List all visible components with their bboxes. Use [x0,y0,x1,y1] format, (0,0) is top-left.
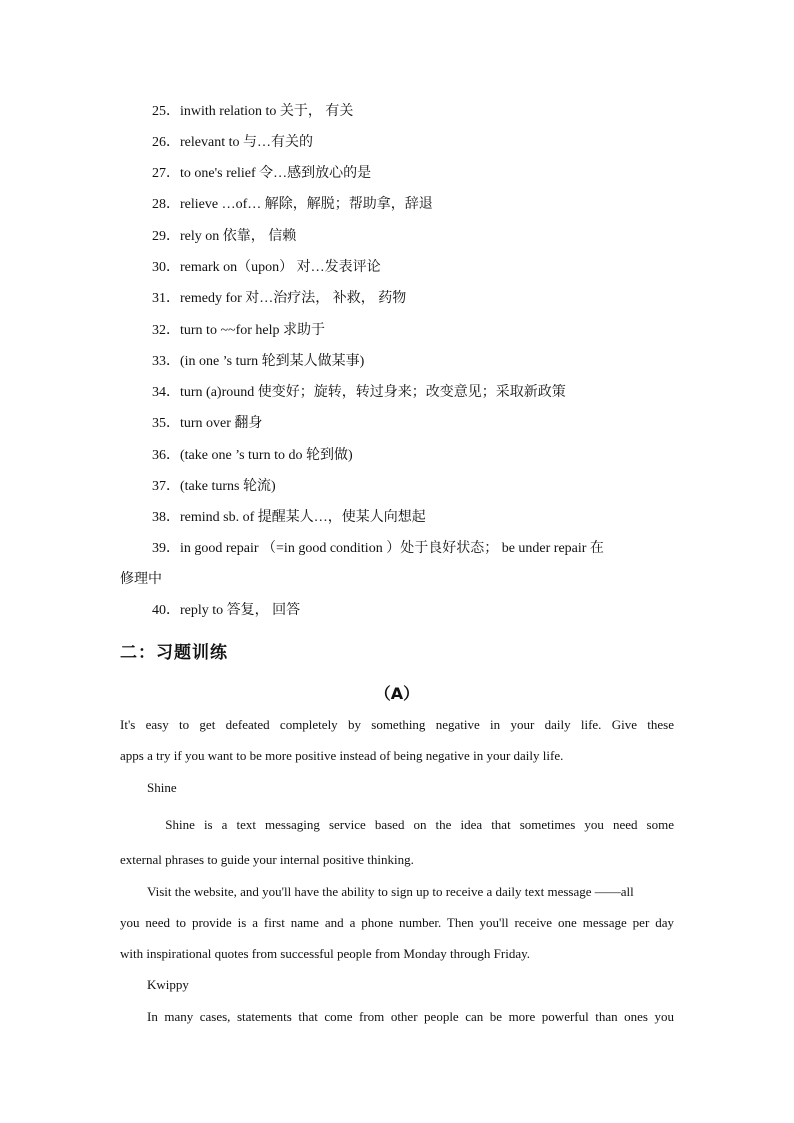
vocab-item-32: 32．turn to ~~for help 求助于 [152,323,326,338]
visit-line-3: with inspirational quotes from successful people from Monday through Friday. [120,946,531,961]
vocab-item-27: 27．to one's relief 令…感到放心的是 [152,166,372,181]
vocab-item-40: 40．reply to 答复， 回答 [152,603,301,618]
visit-line-1: Visit the website, and you'll have the ability to sign up to receive a daily text message ——all [147,884,634,899]
shine-line-2: external phrases to guide your internal positive thinking. [120,852,414,867]
vocab-item-33: 33．(in one ’s turn 轮到某人做某事) [152,354,365,369]
vocab-item-26: 26．relevant to 与…有关的 [152,135,313,150]
vocab-item-31: 31．remedy for 对…治疗法， 补救， 药物 [152,291,407,306]
vocab-item-30: 30．remark on（upon） 对…发表评论 [152,260,381,275]
kwippy-line-1: In many cases, statements that come from other people can be more powerful than ones you [147,1009,674,1024]
vocab-item-35: 35．turn over 翻身 [152,416,263,431]
intro-line-2: apps a try if you want to be more positive instead of being negative in your daily life. [120,748,564,763]
vocab-item-25: 25．inwith relation to 关于， 有关 [152,104,354,119]
intro-line-1: It's easy to get defeated completely by something negative in your daily life. Give these [120,717,674,732]
vocab-item-34: 34．turn (a)round 使变好；旋转，转过身来；改变意见；采取新政策 [152,385,566,400]
vocab-item-36: 36．(take one ’s turn to do 轮到做) [152,448,353,463]
vocab-item-28: 28．relieve …of… 解除，解脱；帮助拿，辞退 [152,197,433,212]
vocab-item-37: 37．(take turns 轮流) [152,479,276,494]
heading-shine: Shine [147,780,177,795]
visit-line-2: you need to provide is a first name and a phone number. Then you'll receive one message per day [120,915,674,930]
vocab-item-38: 38．remind sb. of 提醒某人…，使某人向想起 [152,510,426,525]
vocab-item-29: 29．rely on 依靠， 信赖 [152,229,297,244]
heading-kwippy: Kwippy [147,977,189,992]
part-title: （A） [374,684,420,703]
section-title: 二：习题训练 [120,643,228,663]
vocab-item-39-continuation: 修理中 [120,572,162,587]
shine-line-1: Shine is a text messaging service based on the idea that sometimes you need some [120,817,674,832]
vocab-item-39: 39．in good repair （=in good condition ）处于良好状态； be under repair 在 [152,541,604,556]
